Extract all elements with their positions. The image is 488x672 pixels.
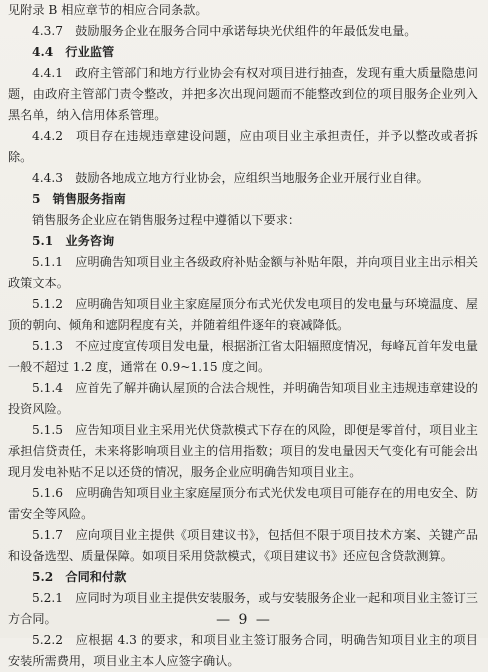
paragraph: 5.1.7 应向项目业主提供《项目建议书》，包括但不限于项目技术方案、关键产品和设备选型、质量保障。如项目采用贷款模式，《项目建议书》还应包含贷款测算。 (8, 528, 478, 563)
paragraph: 见附录 B 相应章节的相应合同条款。 (8, 3, 208, 17)
paragraph: 5.1.3 不应过度宣传项目发电量，根据浙江省太阳辐照度情况，每峰瓦首年发电量一般不超过 1.2 度，通常在 0.9~1.15 度之间。 (8, 339, 478, 374)
paragraph: 5.1.4 应首先了解并确认屋顶的合法合规性，并明确告知项目业主违规违章建设的投资风险。 (8, 381, 478, 416)
page-body (8, 0, 478, 672)
section-heading: 4.4 行业监管 (32, 45, 115, 59)
section-heading: 5.2 合同和付款 (32, 570, 127, 584)
paragraph: 5.1.1 应明确告知项目业主各级政府补贴金额与补贴年限，并向项目业主出示相关政策文本。 (8, 255, 478, 290)
paragraph: 4.3.7 鼓励服务企业在服务合同中承诺每块光伏组件的年最低发电量。 (32, 24, 417, 38)
paragraph: 4.4.2 项目存在违规违章建设问题，应由项目业主承担责任，并予以整改或者拆除。 (8, 129, 478, 164)
paragraph: 5.2.2 应根据 4.3 的要求，和项目业主签订服务合同，明确告知项目业主的项目安装所需费用，项目业主本人应签字确认。 (8, 633, 478, 668)
paragraph: 销售服务企业应在销售服务过程中遵循以下要求： (32, 213, 301, 227)
paragraph: 4.4.3 鼓励各地成立地方行业协会，应组织当地服务企业开展行业自律。 (32, 171, 429, 185)
section-heading: 5.1 业务咨询 (32, 234, 115, 248)
paragraph: 5.1.5 应告知项目业主采用光伏贷款模式下存在的风险，即便是零首付，项目业主承担信贷责任，未来将影响项目业主的信用指数；项目的发电量因天气变化有可能会出现月发电补贴不足以还贷的情况，服务企业应明确告知项目业主。 (8, 423, 478, 479)
paragraph: 5.1.6 应明确告知项目业主家庭屋顶分布式光伏发电项目可能存在的用电安全、防雷安全等风险。 (8, 486, 478, 521)
page-number: — 9 — (216, 612, 272, 628)
paragraph: 4.4.1 政府主管部门和地方行业协会有权对项目进行抽查，发现有重大质量隐患问题，由政府主管部门责令整改，并把多次出现问题而不能整改到位的项目服务企业列入黑名单，纳入信用体系管理。 (8, 66, 478, 122)
section-heading: 5 销售服务指南 (32, 192, 126, 206)
paragraph: 5.2.1 应同时为项目业主提供安装服务，或与安装服务企业一起和项目业主签订三方合同。 (8, 591, 478, 626)
paragraph: 5.1.2 应明确告知项目业主家庭屋顶分布式光伏发电项目的发电量与环境温度、屋顶的朝向、倾角和遮阴程度有关，并随着组件逐年的衰减降低。 (8, 297, 478, 332)
